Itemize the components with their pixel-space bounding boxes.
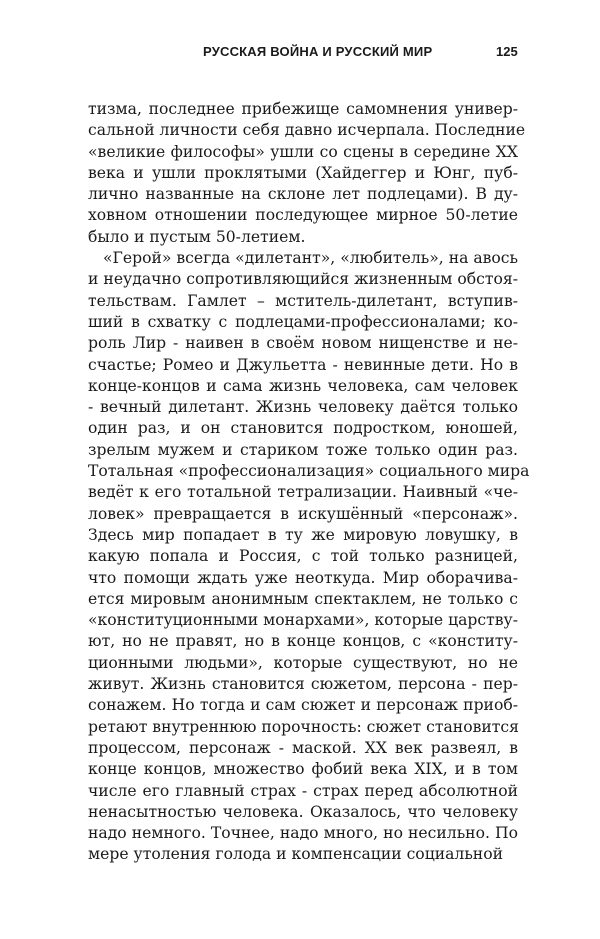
text-line: мере утоления голода и компенсации социальной: [88, 845, 503, 864]
text-line: один раз, и он становится подростком, юношей,: [88, 419, 518, 438]
text-line: надо немного. Точнее, надо много, но несильно. По: [88, 824, 518, 843]
text-line: живут. Жизнь становится сюжетом, персона - пер-: [88, 675, 518, 694]
paragraph: [88, 248, 530, 866]
text-line: ционными людьми», которые существуют, но не: [88, 653, 518, 672]
text-line: ют, но не правят, но в конце концов, с «конститу-: [88, 632, 518, 651]
text-line: ется мировым анонимным спектаклем, не только с: [88, 589, 518, 608]
text-line: - вечный дилетант. Жизнь человеку даётся только: [88, 398, 518, 417]
text-line: счастье; Ромео и Джульетта - невинные дети. Но в: [88, 355, 518, 374]
text-line: «конституционными монархами», которые царству-: [88, 611, 518, 630]
text-line: зрелым мужем и стариком тоже только один раз.: [88, 440, 518, 459]
page-number: 125: [496, 44, 518, 59]
text-line: сонажем. Но тогда и сам сюжет и персонаж приоб-: [88, 696, 518, 715]
text-line: тизма, последнее прибежище самомнения универ-: [88, 100, 518, 118]
text-line: было и пустым 50-летием.: [88, 227, 306, 246]
text-line: Здесь мир попадает в ту же мировую ловушку, в: [88, 525, 518, 544]
text-line: что помощи ждать уже неоткуда. Мир оборачива-: [88, 568, 518, 587]
running-header-title: РУССКАЯ ВОЙНА И РУССКИЙ МИР: [203, 44, 433, 59]
text-line: сальной личности себя давно исчерпала. Последние: [88, 121, 526, 140]
text-line: ховном отношении последующее мирное 50-летие: [88, 206, 518, 225]
text-line: «Герой» всегда «дилетант», «любитель», на авось: [103, 249, 519, 268]
paragraph: [88, 99, 526, 248]
text-line: ший в схватку с подлецами-профессионалами; ко-: [88, 312, 518, 331]
text-line: и неудачно сопротивляющийся жизненным обстоя-: [88, 270, 518, 289]
text-line: ловек» превращается в искушённый «персонаж».: [88, 504, 518, 523]
text-line: Тотальная «профессионализация» социального мира: [88, 462, 530, 481]
text-line: тельствам. Гамлет – мститель-дилетант, вступив-: [88, 291, 518, 310]
text-line: лично названные на склоне лет подлецами). В ду-: [88, 185, 518, 204]
text-line: числе его главный страх - страх перед абсолютной: [88, 781, 518, 800]
text-line: ненасытностью человека. Оказалось, что человеку: [88, 802, 518, 821]
body-text: [88, 99, 530, 866]
text-line: «великие философы» ушли со сцены в середине XX: [88, 142, 518, 161]
text-line: конце-концов и сама жизнь человека, сам человек: [88, 376, 518, 395]
text-line: какую попала и Россия, с той только разницей,: [88, 547, 518, 566]
text-line: ретают внутреннюю порочность: сюжет становится: [88, 717, 519, 736]
text-line: процессом, персонаж - маской. XX век развеял, в: [88, 738, 518, 757]
text-line: конце концов, множество фобий века XIX, и в том: [88, 760, 518, 779]
text-line: ведёт к его тотальной тетрализации. Наивный «че-: [88, 483, 518, 502]
text-line: роль Лир - наивен в своём новом нищенстве и не-: [88, 334, 518, 353]
text-line: века и ушли проклятыми (Хайдеггер и Юнг, пуб-: [88, 163, 518, 182]
